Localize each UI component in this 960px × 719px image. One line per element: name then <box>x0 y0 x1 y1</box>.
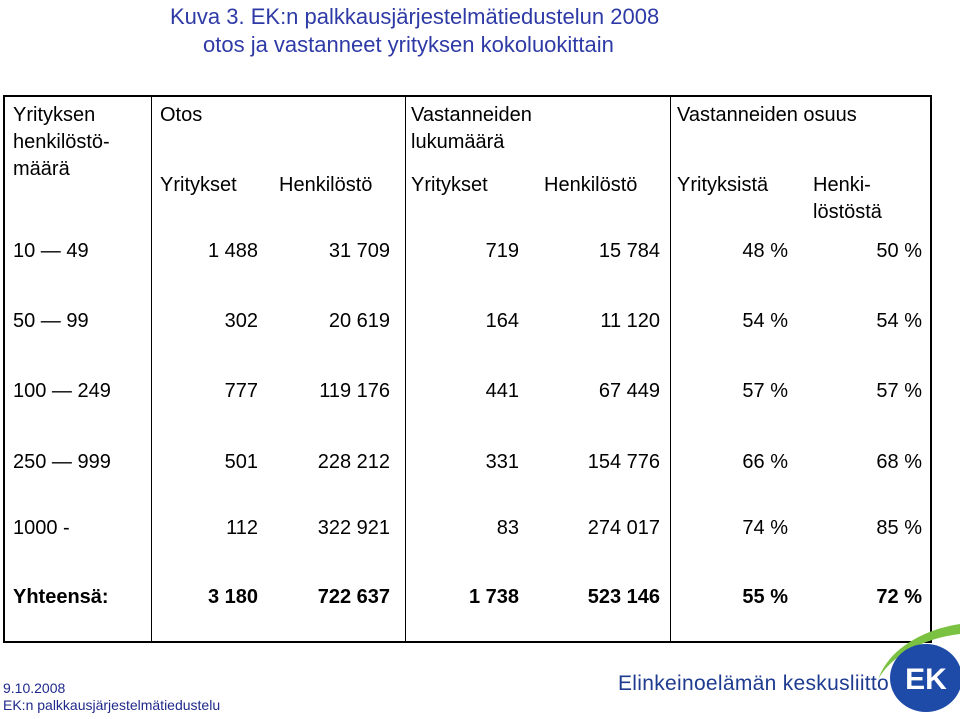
row-size-class: 1000 - <box>13 517 70 539</box>
table-divider <box>405 97 406 641</box>
subheader-yrityksista: Yrityksistä <box>677 174 769 196</box>
table-cell: 274 017 <box>587 517 660 539</box>
table-cell: 83 <box>496 517 519 539</box>
table-cell: 31 709 <box>328 240 390 262</box>
table-cell: 11 120 <box>600 310 660 332</box>
table-cell: 57 % <box>876 380 922 402</box>
table-cell: 119 176 <box>319 380 390 402</box>
header-vastanneiden-lkm-1: Vastanneiden <box>411 104 532 126</box>
table-cell: 20 619 <box>328 310 390 332</box>
table-divider <box>151 97 152 641</box>
table-cell: 322 921 <box>317 517 390 539</box>
table-cell: 441 <box>485 380 519 402</box>
table-cell: 302 <box>224 310 258 332</box>
subheader-henkilostosta-1: Henki- <box>813 174 871 196</box>
footer-info <box>3 680 220 714</box>
title-line-2: otos ja vastanneet yrityksen kokoluokittain <box>203 32 614 57</box>
row-size-class: 50 — 99 <box>13 310 89 332</box>
table-cell: 57 % <box>742 380 788 402</box>
table-cell: 74 % <box>742 517 788 539</box>
table-cell: 15 784 <box>598 240 660 262</box>
table-cell: 154 776 <box>587 451 660 473</box>
svg-text:EK: EK <box>905 663 947 696</box>
table-cell: 112 <box>226 517 258 539</box>
table-cell: 55 % <box>742 586 788 608</box>
table-cell: 48 % <box>742 240 788 262</box>
table-cell: 54 % <box>742 310 788 332</box>
subheader-yritykset: Yritykset <box>411 174 488 196</box>
row-size-class: Yhteensä: <box>13 586 109 608</box>
footer-date: 9.10.2008 <box>3 680 66 696</box>
table-cell: 50 % <box>876 240 922 262</box>
table-cell: 501 <box>224 451 258 473</box>
header-size-line1: Yrityksen <box>13 104 96 126</box>
data-table <box>3 95 932 643</box>
footer-source: EK:n palkkausjärjestelmätiedustelu <box>3 697 221 713</box>
header-size-line3: määrä <box>13 158 70 180</box>
table-cell: 331 <box>485 451 519 473</box>
subheader-henkilostosta-2: löstöstä <box>813 201 882 223</box>
row-size-class: 10 — 49 <box>13 240 89 262</box>
table-cell: 719 <box>485 240 519 262</box>
table-cell: 164 <box>485 310 519 332</box>
table-cell: 777 <box>224 380 258 402</box>
table-cell: 228 212 <box>317 451 390 473</box>
subheader-henkilosto: Henkilöstö <box>544 174 638 196</box>
table-cell: 722 637 <box>317 586 390 608</box>
header-otos: Otos <box>160 104 203 126</box>
table-cell: 67 449 <box>598 380 660 402</box>
subheader-yritykset: Yritykset <box>160 174 237 196</box>
table-cell: 523 146 <box>587 586 660 608</box>
table-cell: 85 % <box>876 517 922 539</box>
table-cell: 54 % <box>876 310 922 332</box>
row-size-class: 100 — 249 <box>13 380 111 402</box>
table-cell: 1 488 <box>207 240 258 262</box>
table-cell: 72 % <box>876 586 922 608</box>
brand-name: Elinkeinoelämän keskusliitto <box>618 672 890 695</box>
subheader-henkilosto: Henkilöstö <box>279 174 373 196</box>
row-size-class: 250 — 999 <box>13 451 111 473</box>
header-vastanneiden-osuus: Vastanneiden osuus <box>677 104 857 126</box>
table-cell: 3 180 <box>207 586 258 608</box>
title-line-1: Kuva 3. EK:n palkkausjärjestelmätiedustelun 2008 <box>170 4 660 29</box>
table-cell: 1 738 <box>468 586 519 608</box>
table-divider <box>670 97 671 641</box>
header-size-line2: henkilöstö- <box>13 131 110 153</box>
header-vastanneiden-lkm-2: lukumäärä <box>411 131 505 153</box>
ek-logo-icon <box>872 622 960 719</box>
table-cell: 66 % <box>742 451 788 473</box>
table-cell: 68 % <box>876 451 922 473</box>
